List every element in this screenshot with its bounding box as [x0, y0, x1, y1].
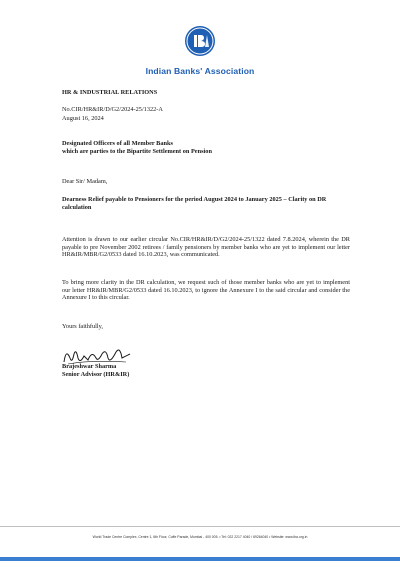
body-paragraph-1: Attention is drawn to our earlier circular No.CIR/HR&IR/D/G2/2024-25/1322 dated 7.8.2024, wherein the DR payable to pre November 2002 retirees / family pensioners by member banks who are yet to implement our letter HR&IR/MBR/G2/0533 dated 16.10.2023, was communicated.: [62, 236, 350, 259]
signer-title: Senior Advisor (HR&IR): [62, 371, 130, 378]
footer-color-bar: [0, 557, 400, 561]
logo-area: [0, 26, 400, 61]
body-paragraph-2: To bring more clarity in the DR calculation, we request such of those member banks who are yet to implement our letter HR&IR/MBR/G2/0533 dated 16.10.2023, to ignore the Annexure I to the said circular and consider the Annexure I to this circular.: [62, 279, 350, 302]
footer-divider: [0, 526, 400, 527]
signer-name: Brajeshwar Sharma: [62, 363, 117, 370]
salutation: Dear Sir/ Madam,: [62, 178, 108, 185]
iba-logo-icon: [185, 26, 215, 56]
department-heading: HR & INDUSTRIAL RELATIONS: [62, 89, 158, 96]
footer-address: World Trade Centre Complex, Centre 1, 6th Floor, Cuffe Parade, Mumbai - 400 005. • Tel: 022 2217 4040 / 69264040 • Website: www.iba.org.in: [92, 535, 308, 539]
letter-date: August 16, 2024: [62, 115, 104, 122]
addressee: [62, 140, 212, 155]
addressee-line-1: Designated Officers of all Member Banks: [62, 140, 173, 147]
addressee-line-2: which are parties to the Bipartite Settlement on Pension: [62, 147, 212, 155]
closing: Yours faithfully,: [62, 323, 103, 330]
organization-name: Indian Banks' Association: [145, 66, 255, 76]
subject-line: Dearness Relief payable to Pensioners for the period August 2024 to January 2025 – Clarity on DR calculation: [62, 196, 327, 211]
reference-number: No.CIR/HR&IR/D/G2/2024-25/1322-A: [62, 106, 163, 113]
